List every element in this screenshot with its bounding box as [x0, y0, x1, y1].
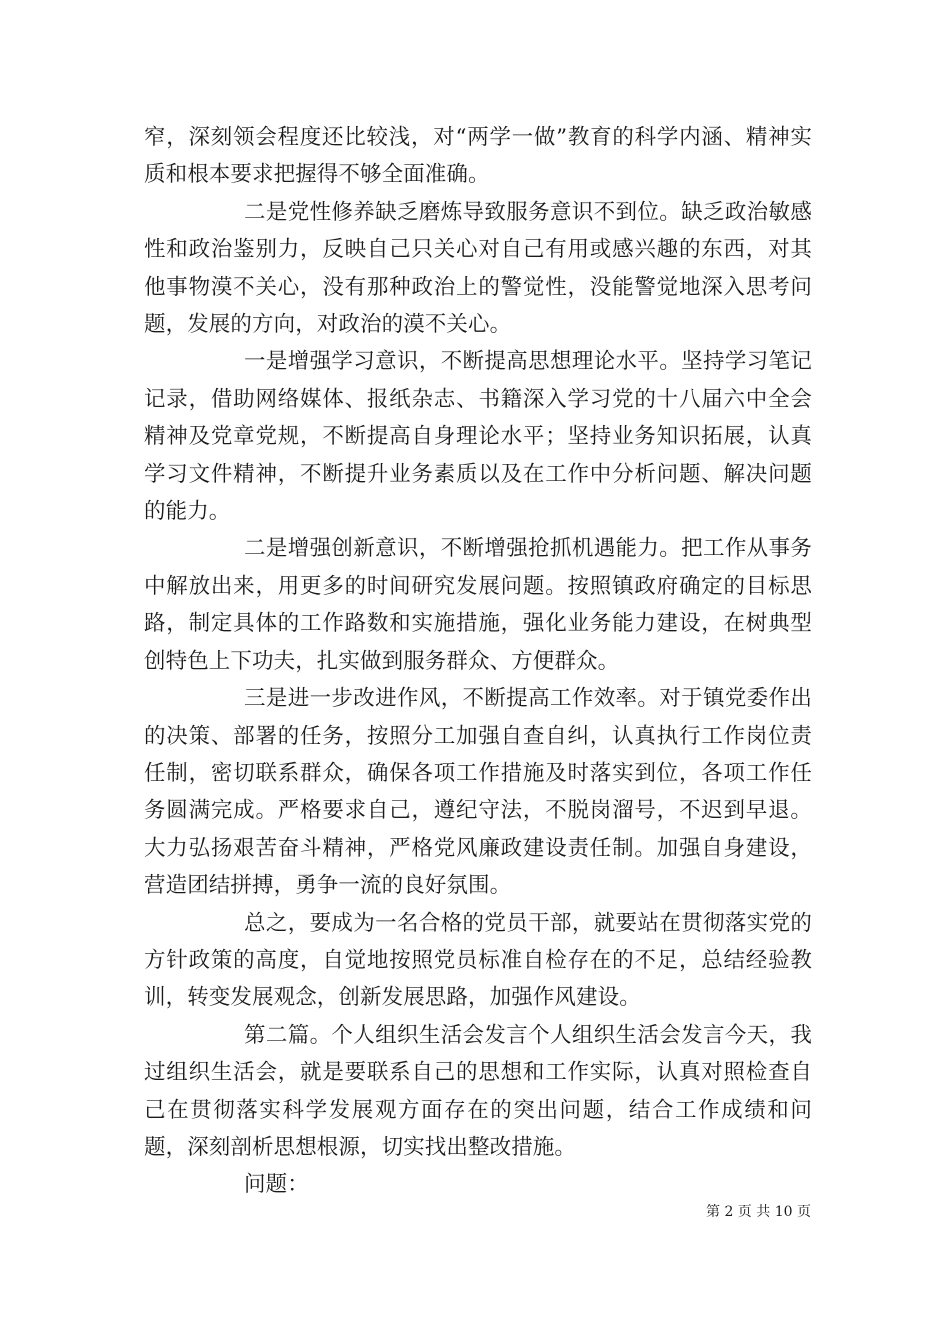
paragraph-8: 问题：: [244, 1172, 309, 1198]
paragraph-5: 三是进一步改进作风，不断提高工作效率。对于镇党委作出的决策、部署的任务，按照分工加强自查自纠，认真执行工作岗位责任制，密切联系群众，确保各项工作措施及时落实到位，各项工作任务圆满完成。严格要求自己，遵纪守法，不脱岗溜号，不迟到早退。大力弘扬艰苦奋斗精神，严格党风廉政建设责任制。加强自身建设，营造团结拼搏，勇争一流的良好氛围。: [144, 686, 812, 899]
paragraph-3: 一是增强学习意识，不断提高思想理论水平。坚持学习笔记记录，借助网络媒体、报纸杂志、书籍深入学习党的十八届六中全会精神及党章党规，不断提高自身理论水平；坚持业务知识拓展，认真学习文件精神，不断提升业务素质以及在工作中分析问题、解决问题的能力。: [144, 349, 812, 525]
paragraph-1: 窄，深刻领会程度还比较浅，对“两学一做”教育的科学内涵、精神实质和根本要求把握得不够全面准确。: [144, 125, 812, 188]
page-number: 第 2 页 共 10 页: [706, 1204, 811, 1220]
document-body: [144, 119, 812, 1204]
paragraph-7: 第二篇。个人组织生活会发言个人组织生活会发言今天，我过组织生活会，就是要联系自己的思想和工作实际，认真对照检查自己在贯彻落实科学发展观方面存在的突出问题，结合工作成绩和问题，深刻剖析思想根源，切实找出整改措施。: [144, 1022, 812, 1160]
paragraph-6: 总之，要成为一名合格的党员干部，就要站在贯彻落实党的方针政策的高度，自觉地按照党员标准自检存在的不足，总结经验教训，转变发展观念，创新发展思路，加强作风建设。: [144, 910, 812, 1011]
paragraph-2: 二是党性修养缺乏磨炼导致服务意识不到位。缺乏政治敏感性和政治鉴别力，反映自己只关心对自己有用或感兴趣的东西，对其他事物漠不关心，没有那种政治上的警觉性，没能警觉地深入思考问题，发展的方向，对政治的漠不关心。: [144, 199, 812, 338]
paragraph-4: 二是增强创新意识，不断增强抢抓机遇能力。把工作从事务中解放出来，用更多的时间研究发展问题。按照镇政府确定的目标思路，制定具体的工作路数和实施措施，强化业务能力建设，在树典型创特色上下功夫，扎实做到服务群众、方便群众。: [144, 536, 812, 674]
